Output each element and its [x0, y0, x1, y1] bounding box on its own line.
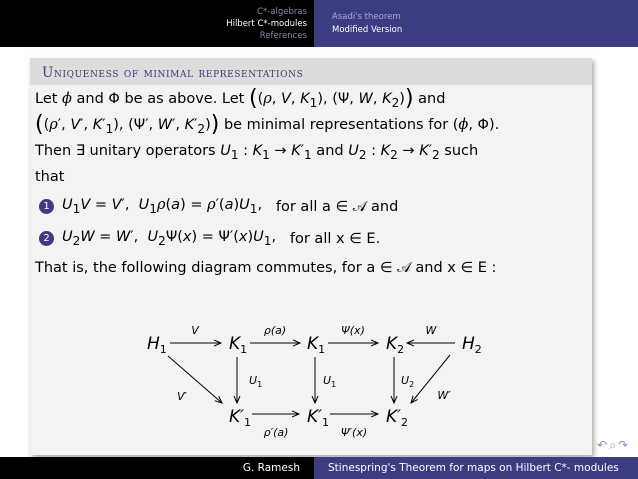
math-phi-2: ϕ [458, 116, 469, 133]
label-W-prime: W′ [437, 389, 451, 402]
label-rho-a: ρ(a) [263, 324, 287, 337]
section-navigation [0, 0, 314, 47]
nav-back-icon[interactable]: ↶ [597, 438, 610, 452]
item-1-tail: for all a ∈ 𝒜 and [275, 198, 399, 215]
conclusion-line: That is, the following diagram commutes, for a ∈ 𝒜 and x ∈ E : [35, 260, 497, 277]
node-K2: $K_2$ [386, 334, 405, 356]
label-V: V [191, 324, 199, 337]
footer-author: G. Ramesh [0, 457, 314, 479]
text-and: and [413, 91, 446, 107]
text-such: such [439, 142, 479, 159]
text-and-2: and [311, 142, 349, 159]
node-K2-prime: $K'_2$ [386, 407, 409, 429]
node-H2: $H_2$ [462, 334, 482, 356]
nav-search-icon[interactable]: ⌕ [609, 438, 618, 452]
math-item-2: $U_2W = W'$, $U_2\Psi(x) = \Psi'(x)U_1$, [62, 228, 290, 248]
block-title-text: Uniqueness of minimal representations [42, 65, 304, 81]
nav-section-references[interactable]: References [259, 30, 307, 41]
nav-section-cstar-algebras[interactable]: C*-algebras [257, 6, 307, 17]
label-U1-left: $U_1$ [249, 374, 263, 389]
label-U1-right: $U_1$ [323, 374, 337, 389]
statement-line-2: ((ρ′, V′, $K'_1$), (Ψ′, W′, $K'_2$)) be minimal representations for (ϕ, Φ). [35, 111, 500, 137]
nav-subsection-modified-version[interactable]: Modified Version [332, 24, 403, 35]
math-u2-map: $U_2$ : $K_2 \to K'_2$ [348, 142, 440, 162]
label-psi-x: Ψ(x) [341, 324, 365, 337]
nav-section-hilbert-modules[interactable]: Hilbert C*-modules [226, 18, 307, 29]
math-u1-map: $U_1$ : $K_1 \to K'_1$ [220, 142, 312, 162]
subsection-navigation [314, 0, 638, 47]
math-item-1: $U_1V = V'$, $U_1\rho(a) = \rho'(a)U_1$, [62, 196, 276, 216]
beamer-navigation-icons[interactable] [597, 438, 630, 453]
label-V-prime: V′ [176, 390, 188, 403]
item-2-tail: for all x ∈ E. [289, 230, 381, 247]
node-H1: $H_1$ [147, 334, 167, 356]
statement-line-4: that [35, 168, 65, 185]
text-be-as-above: and Φ be as above. Let [71, 91, 249, 107]
node-K1-second: $K_1$ [307, 334, 326, 356]
item-1-bullet: 1 [39, 199, 54, 214]
label-psi-prime-x: Ψ′(x) [340, 426, 368, 439]
text-then-exists: Then ∃ unitary operators [35, 142, 221, 159]
footer [0, 457, 638, 479]
label-U2: $U_2$ [401, 374, 415, 389]
text-let: Let [35, 91, 63, 107]
text-minimal-reps: be minimal representations for ( [219, 116, 459, 133]
math-triple-2: ((ρ′, V′, $K'_1$), (Ψ′, W′, $K'_2$)) [35, 111, 220, 137]
label-rho-prime-a: ρ′(a) [263, 426, 289, 439]
top-navigation [0, 0, 638, 47]
node-K1-prime-second: $K'_1$ [307, 407, 330, 429]
label-W: W [425, 324, 437, 337]
footer-title: Stinespring's Theorem for maps on Hilbert C*- modules [314, 457, 638, 479]
node-K1-prime: $K'_1$ [229, 407, 252, 429]
nav-subsection-asadi[interactable]: Asadi's theorem [332, 11, 401, 22]
item-2-bullet: 2 [39, 231, 54, 246]
math-triple-1: ((ρ, V, $K_1$), (Ψ, W, $K_2$)) [248, 86, 414, 111]
node-K1: $K_1$ [229, 334, 248, 356]
theorem-block [30, 58, 592, 455]
nav-forward-icon[interactable]: ↷ [617, 438, 630, 452]
commutative-diagram [30, 58, 592, 455]
math-phi: ϕ [62, 91, 72, 107]
